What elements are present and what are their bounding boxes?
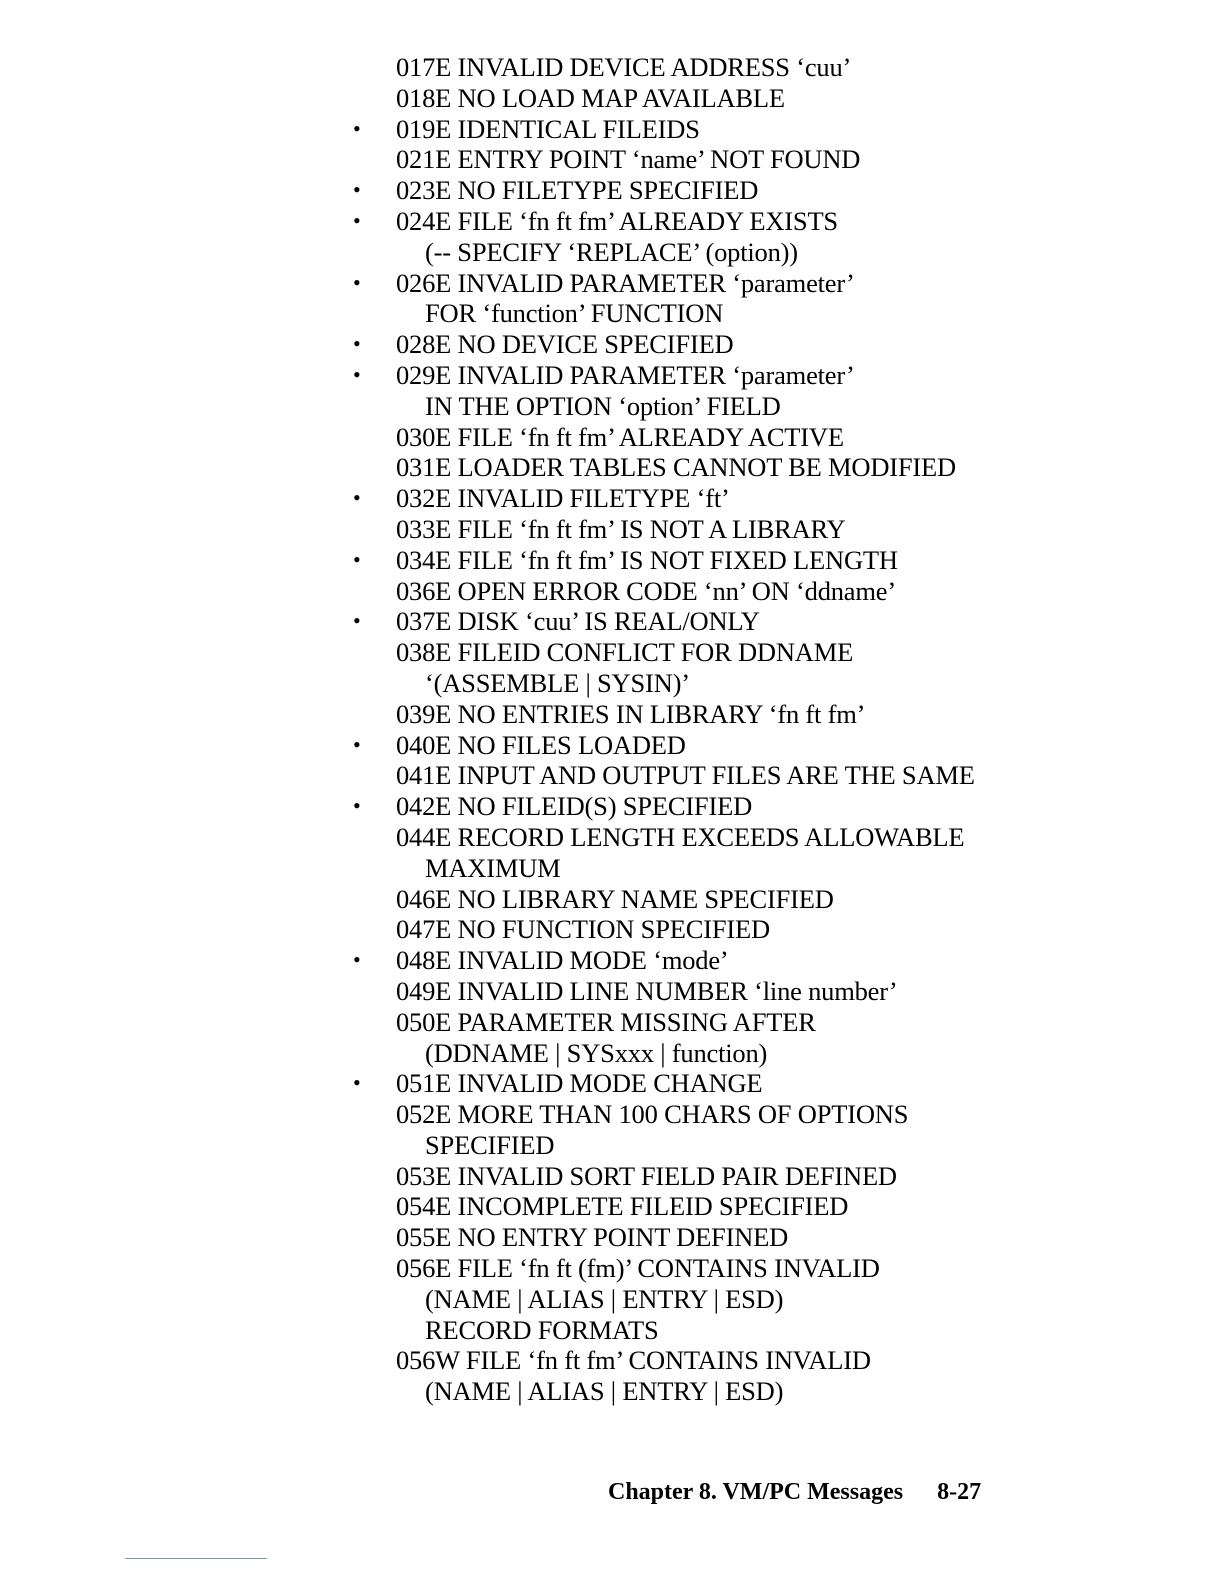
change-bullet: • — [353, 331, 361, 357]
message-entry — [396, 52, 1196, 83]
change-bullet: • — [353, 793, 361, 819]
message-entry — [396, 822, 1196, 884]
message-entry — [353, 1068, 1196, 1099]
message-entry — [396, 514, 1196, 545]
message-entry — [353, 329, 1196, 360]
message-entry — [396, 637, 1196, 699]
message-entry — [396, 1222, 1196, 1253]
change-bullet: • — [353, 546, 361, 572]
message-text: 018E NO LOAD MAP AVAILABLE — [396, 82, 785, 113]
message-text: 052E MORE THAN 100 CHARS OF OPTIONS — [396, 1099, 909, 1130]
message-continuation: IN THE OPTION ‘option’ FIELD — [425, 390, 781, 421]
message-entry — [396, 760, 1196, 791]
message-entry — [396, 1253, 1196, 1345]
message-entry — [353, 483, 1196, 514]
message-continuation: (-- SPECIFY ‘REPLACE’ (option)) — [425, 236, 798, 267]
message-entry — [396, 699, 1196, 730]
change-bullet: • — [353, 485, 361, 511]
message-continuation: (NAME | ALIAS | ENTRY | ESD) — [425, 1283, 784, 1314]
message-entry — [396, 452, 1196, 483]
message-text: 053E INVALID SORT FIELD PAIR DEFINED — [396, 1160, 897, 1191]
change-bullet: • — [353, 177, 361, 203]
message-text: 030E FILE ‘fn ft fm’ ALREADY ACTIVE — [396, 421, 844, 452]
message-continuation: (NAME | ALIAS | ENTRY | ESD) — [425, 1376, 784, 1407]
message-entry — [396, 1099, 1196, 1161]
message-entry — [396, 1191, 1196, 1222]
message-text: 042E NO FILEID(S) SPECIFIED — [396, 791, 753, 822]
change-bullet: • — [353, 608, 361, 634]
message-entry — [353, 791, 1196, 822]
change-bullet: • — [353, 115, 361, 141]
message-entry — [353, 267, 1196, 330]
message-text: 048E INVALID MODE ‘mode’ — [396, 945, 729, 976]
message-continuation: MAXIMUM — [425, 852, 561, 883]
message-entry — [353, 175, 1196, 206]
message-entry — [353, 544, 1196, 576]
message-text: 036E OPEN ERROR CODE ‘nn’ ON ‘ddname’ — [396, 575, 896, 606]
message-entry — [396, 144, 1196, 175]
message-text: 033E FILE ‘fn ft fm’ IS NOT A LIBRARY — [396, 513, 846, 544]
message-continuation: RECORD FORMATS — [425, 1314, 659, 1345]
change-bullet: • — [353, 1070, 361, 1096]
message-continuation: (DDNAME | SYSxxx | function) — [425, 1037, 768, 1068]
message-text: 026E INVALID PARAMETER ‘parameter’ — [396, 267, 855, 298]
message-text: 049E INVALID LINE NUMBER ‘line number’ — [396, 975, 898, 1006]
message-text: 044E RECORD LENGTH EXCEEDS ALLOWABLE — [396, 821, 965, 852]
message-text: 017E INVALID DEVICE ADDRESS ‘cuu’ — [396, 52, 852, 82]
message-entry — [396, 884, 1196, 915]
message-entry — [396, 1007, 1196, 1069]
message-text: 041E INPUT AND OUTPUT FILES ARE THE SAME — [396, 760, 975, 791]
change-bullet: • — [353, 731, 361, 757]
message-entry — [396, 914, 1196, 945]
message-entry — [396, 1345, 1196, 1407]
message-entry — [396, 576, 1196, 607]
message-entry — [353, 359, 1196, 422]
message-text: 039E NO ENTRIES IN LIBRARY ‘fn ft fm’ — [396, 698, 866, 729]
message-continuation: FOR ‘function’ FUNCTION — [425, 298, 724, 329]
message-text: 032E INVALID FILETYPE ‘ft’ — [396, 483, 730, 514]
change-bullet: • — [353, 207, 361, 233]
message-entry — [353, 945, 1196, 976]
page-footer — [608, 1476, 981, 1508]
message-text: 046E NO LIBRARY NAME SPECIFIED — [396, 883, 834, 914]
message-text: 056E FILE ‘fn ft (fm)’ CONTAINS INVALID — [396, 1253, 880, 1284]
change-bullet: • — [353, 947, 361, 973]
message-text: 031E LOADER TABLES CANNOT BE MODIFIED — [396, 452, 956, 483]
message-entry — [353, 113, 1196, 145]
message-continuation: SPECIFIED — [425, 1129, 555, 1160]
message-text: 034E FILE ‘fn ft fm’ IS NOT FIXED LENGTH — [396, 544, 898, 575]
footer-rule — [125, 1558, 267, 1559]
change-bullet: • — [353, 269, 361, 295]
message-entry — [353, 205, 1196, 268]
message-continuation: ‘(ASSEMBLE | SYSIN)’ — [425, 667, 690, 698]
chapter-title: Chapter 8. VM/PC Messages — [608, 1479, 904, 1505]
message-text: 050E PARAMETER MISSING AFTER — [396, 1006, 816, 1037]
message-text: 019E IDENTICAL FILEIDS — [396, 113, 700, 144]
message-entry — [396, 422, 1196, 453]
message-entry — [353, 606, 1196, 637]
message-text: 056W FILE ‘fn ft fm’ CONTAINS INVALID — [396, 1345, 871, 1376]
message-list — [353, 52, 1196, 1407]
message-text: 021E ENTRY POINT ‘name’ NOT FOUND — [396, 144, 861, 175]
message-text: 047E NO FUNCTION SPECIFIED — [396, 914, 770, 945]
page-number: 8-27 — [937, 1479, 982, 1505]
message-text: 054E INCOMPLETE FILEID SPECIFIED — [396, 1191, 849, 1222]
message-entry — [396, 83, 1196, 114]
message-text: 040E NO FILES LOADED — [396, 729, 686, 760]
message-text: 037E DISK ‘cuu’ IS REAL/ONLY — [396, 606, 760, 637]
message-text: 028E NO DEVICE SPECIFIED — [396, 329, 734, 360]
message-text: 038E FILEID CONFLICT FOR DDNAME — [396, 637, 854, 668]
message-text: 055E NO ENTRY POINT DEFINED — [396, 1222, 789, 1253]
message-entry — [396, 976, 1196, 1007]
message-entry — [396, 1161, 1196, 1192]
message-text: 051E INVALID MODE CHANGE — [396, 1068, 763, 1099]
message-text: 029E INVALID PARAMETER ‘parameter’ — [396, 359, 855, 390]
message-text: 024E FILE ‘fn ft fm’ ALREADY EXISTS — [396, 205, 838, 236]
change-bullet: • — [353, 361, 361, 387]
message-entry — [353, 729, 1196, 761]
message-text: 023E NO FILETYPE SPECIFIED — [396, 175, 759, 206]
